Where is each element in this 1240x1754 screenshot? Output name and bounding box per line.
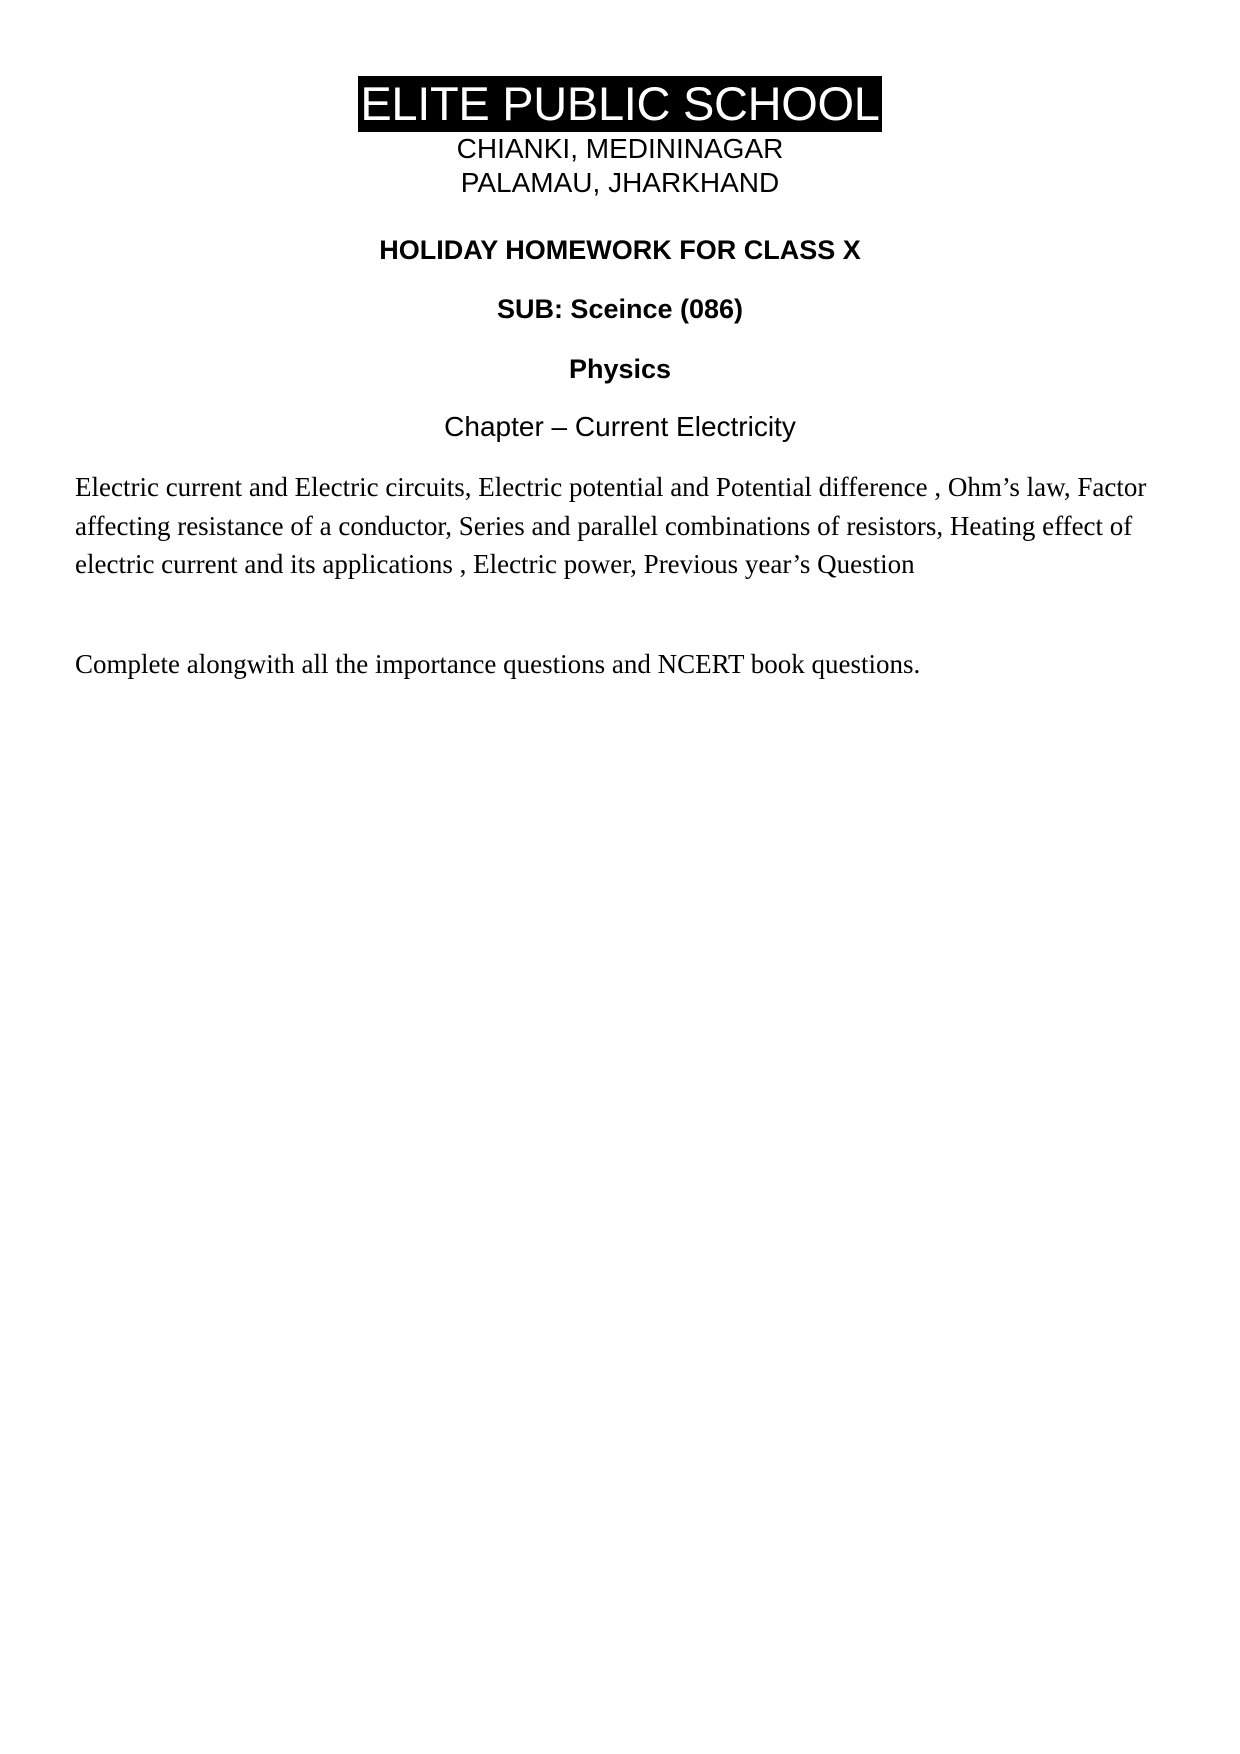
- school-header: [0, 76, 1240, 200]
- instruction-paragraph: Complete alongwith all the importance questions and NCERT book questions.: [75, 649, 921, 679]
- subject-line: SUB: Sceince (086): [496, 294, 744, 324]
- section-heading: Physics: [568, 354, 672, 384]
- chapter-line: Chapter – Current Electricity: [444, 411, 796, 442]
- topics-paragraph: Electric current and Electric circuits, Electric potential and Potential difference , Ohm’s law, Factor affecting resistance of a conductor, Series and parallel combinations of resistors, Heating effect of electric current and its applications , Electric power, Previous year’s Question: [75, 472, 1147, 579]
- homework-title: HOLIDAY HOMEWORK FOR CLASS X: [379, 235, 861, 265]
- school-name: ELITE PUBLIC SCHOOL: [360, 77, 880, 130]
- address-line-2: PALAMAU, JHARKHAND: [460, 167, 780, 198]
- address-line-1: CHIANKI, MEDININAGAR: [456, 133, 784, 164]
